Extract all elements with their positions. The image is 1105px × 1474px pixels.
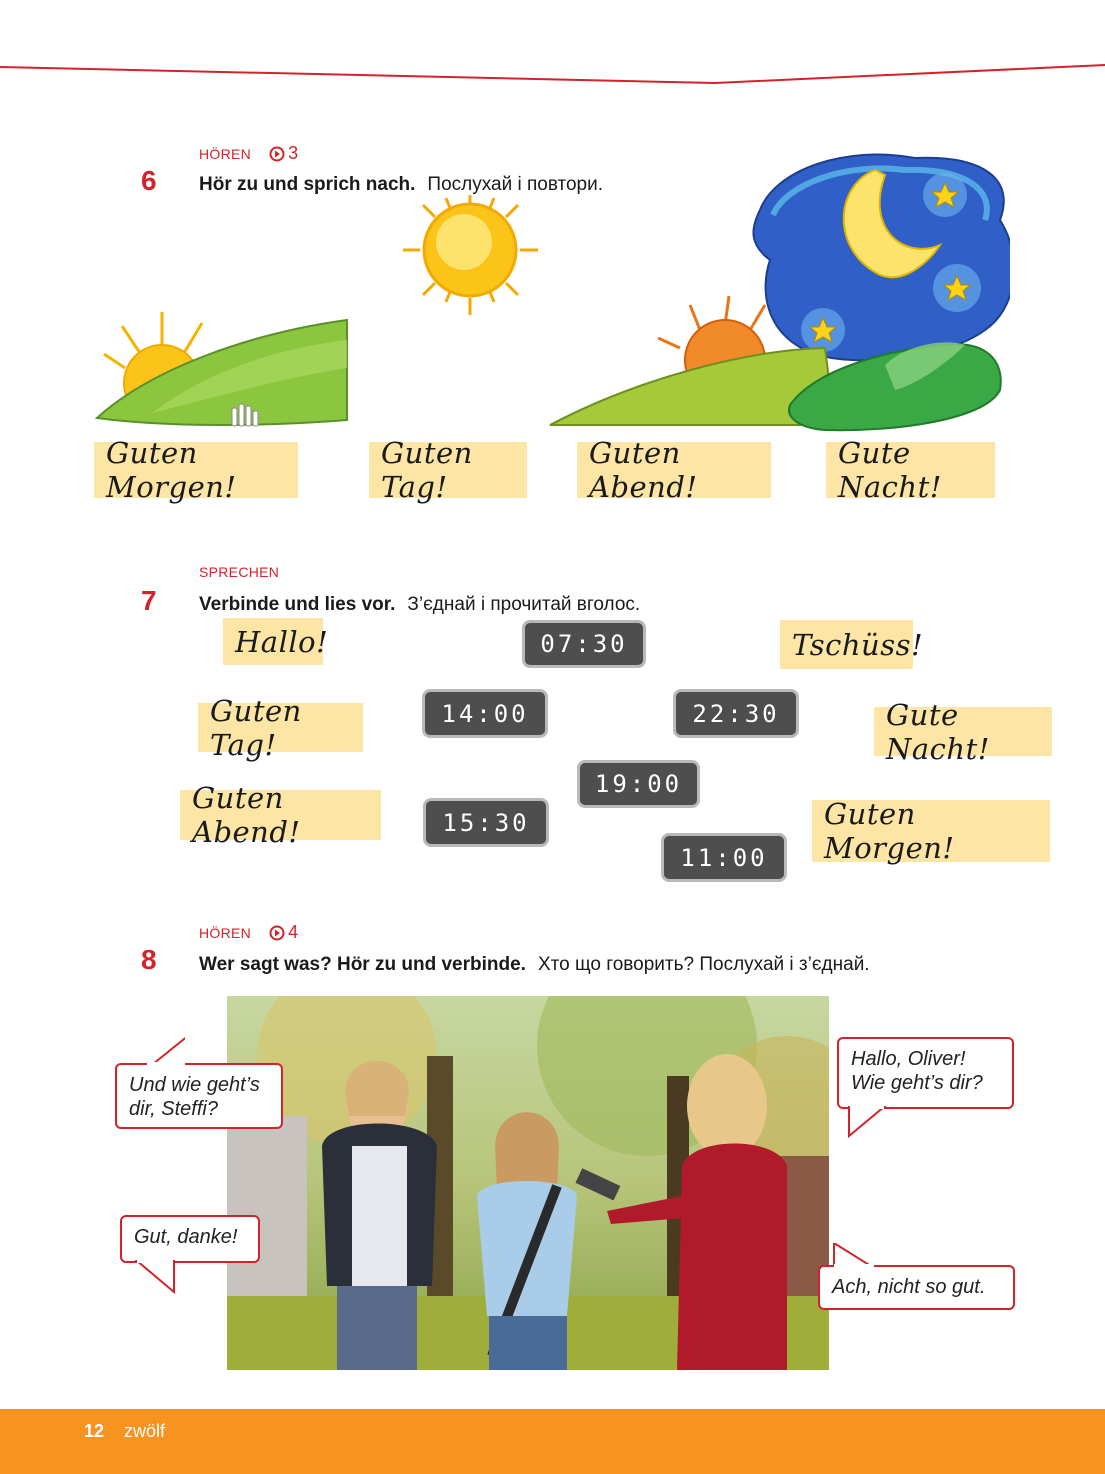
bubble-line-2: Wie geht’s dir? <box>851 1072 983 1094</box>
play-icon <box>269 146 285 162</box>
greeting-card-guten-morgen: Guten Morgen! <box>94 442 298 498</box>
audio-track-6[interactable] <box>269 143 298 164</box>
exercise-number-6: 6 <box>141 165 157 196</box>
sun-illustration <box>398 190 543 320</box>
page-number: 12 <box>84 1421 105 1441</box>
digital-clock-1900[interactable]: 19:00 <box>577 760 700 808</box>
bubble-line-1: Gut, danke! <box>134 1226 238 1248</box>
digital-clock-0730[interactable]: 07:30 <box>522 620 646 668</box>
digital-clock-1100[interactable]: 11:00 <box>661 833 787 882</box>
greeting-card-tschuess[interactable]: Tschüss! <box>780 620 913 669</box>
digital-clock-1400[interactable]: 14:00 <box>422 689 548 738</box>
exercise-number-8: 8 <box>141 944 157 975</box>
greeting-card-guten-abend[interactable]: Guten Abend! <box>180 790 381 840</box>
section-label-text: HÖREN <box>199 145 252 162</box>
exercise-number-7: 7 <box>141 585 157 616</box>
audio-track-number: 3 <box>288 143 299 163</box>
instruction-translation: З’єднай і прочитай вголос. <box>407 594 641 615</box>
instruction-translation: Хто що говорить? Послухай і з’єднай. <box>537 954 870 975</box>
morning-illustration <box>92 308 352 433</box>
section-label-text: SPRECHEN <box>199 564 280 580</box>
greeting-card-guten-tag[interactable]: Guten Tag! <box>198 703 363 752</box>
instruction-text: Wer sagt was? Hör zu und verbinde. <box>199 954 526 975</box>
instruction-text: Verbinde und lies vor. <box>199 594 396 615</box>
greeting-card-guten-tag: Guten Tag! <box>369 442 527 498</box>
bubble-line-1: Ach, nicht so gut. <box>832 1276 986 1298</box>
page-number-word: zwölf <box>124 1421 166 1441</box>
greeting-card-gute-nacht[interactable]: Gute Nacht! <box>874 707 1052 756</box>
greeting-card-guten-morgen[interactable]: Guten Morgen! <box>812 800 1050 862</box>
instruction-translation: Послухай і повтори. <box>427 174 604 195</box>
bubble-line-1: Hallo, Oliver! <box>851 1048 966 1070</box>
page-footer <box>0 1409 1105 1474</box>
bubble-tail <box>134 1260 178 1294</box>
section-label-text: HÖREN <box>199 924 252 941</box>
greeting-card-hallo[interactable]: Hallo! <box>223 618 323 665</box>
photo-three-teenagers <box>227 996 829 1370</box>
digital-clock-1530[interactable]: 15:30 <box>423 798 549 847</box>
bubble-line-2: dir, Steffi? <box>129 1098 218 1120</box>
exercise-7-instruction <box>199 594 640 616</box>
greeting-card-gute-nacht: Gute Nacht! <box>826 442 995 498</box>
audio-track-number: 4 <box>288 922 299 942</box>
top-divider-line <box>0 55 1105 95</box>
instruction-text: Hör zu und sprich nach. <box>199 174 416 195</box>
exercise-7-label <box>199 564 279 580</box>
evening-night-illustration <box>545 150 1010 435</box>
exercise-8-instruction <box>199 954 870 976</box>
bubble-line-1: Und wie geht’s <box>129 1074 260 1096</box>
bubble-tail <box>145 1035 185 1065</box>
greeting-card-guten-abend: Guten Abend! <box>577 442 771 498</box>
exercise-6-label <box>199 143 298 164</box>
audio-track-8[interactable] <box>269 922 298 943</box>
exercise-8-label <box>199 922 298 943</box>
bubble-tail <box>845 1106 889 1138</box>
play-icon <box>269 925 285 941</box>
digital-clock-2230[interactable]: 22:30 <box>673 689 799 738</box>
